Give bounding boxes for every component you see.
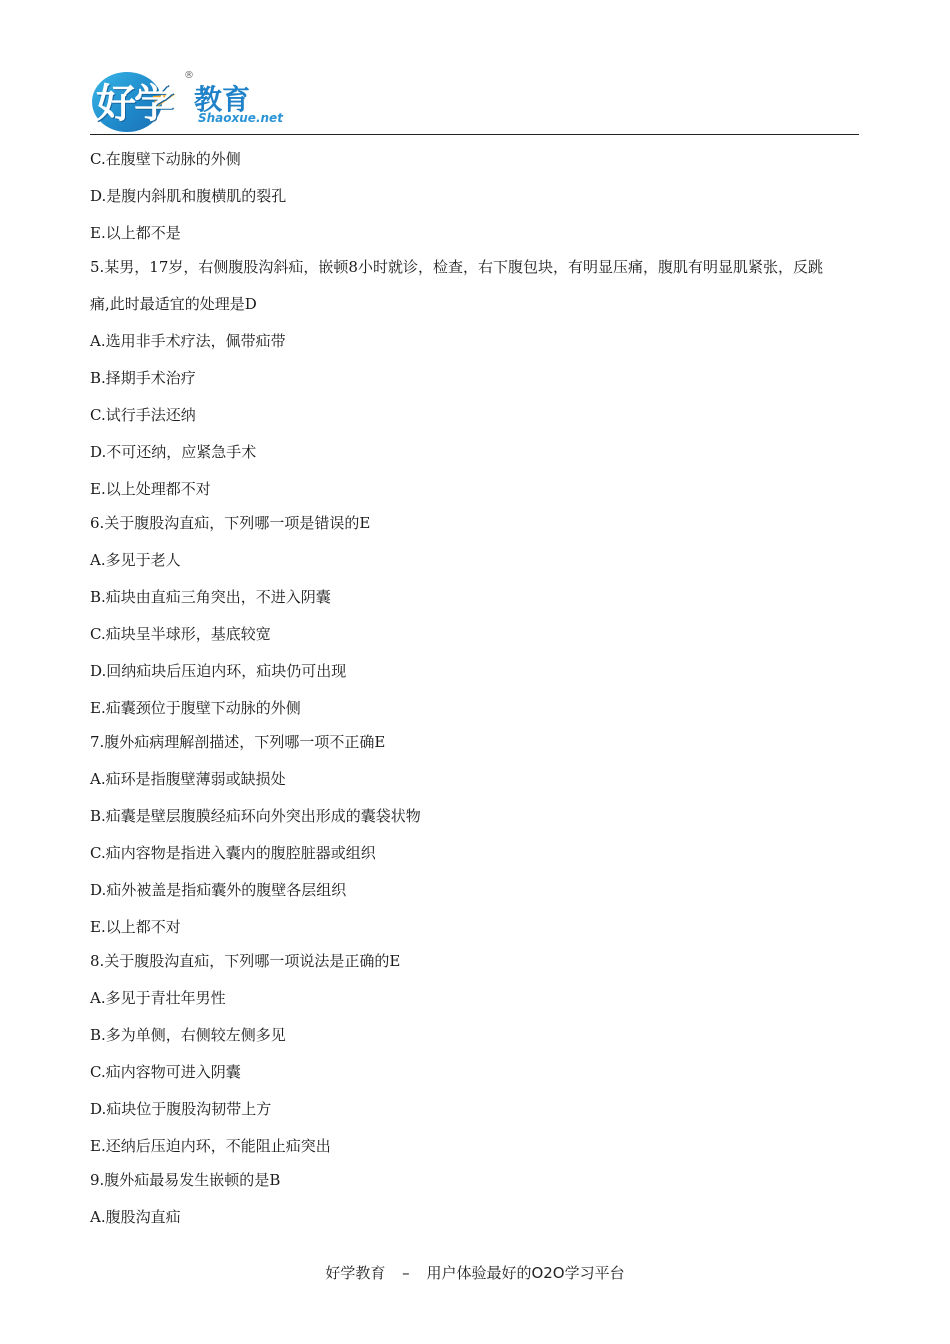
- text-line: A.多见于青壮年男性: [90, 989, 226, 1007]
- logo-site-text: Shaoxue.net: [198, 111, 283, 125]
- text-line: A.腹股沟直疝: [90, 1208, 181, 1226]
- text-line: 6.关于腹股沟直疝，下列哪一项是错误的E: [90, 514, 371, 532]
- text-line: C.试行手法还纳: [90, 406, 196, 424]
- text-line: 9.腹外疝最易发生嵌顿的是B: [90, 1171, 281, 1189]
- text-line: D.是腹内斜肌和腹横肌的裂孔: [90, 187, 287, 205]
- document-body: [90, 148, 860, 1229]
- text-line: D.回纳疝块后压迫内环，疝块仍可出现: [90, 662, 347, 680]
- text-line: D.不可还纳，应紧急手术: [90, 443, 257, 461]
- text-line: 痛,此时最适宜的处理是D: [90, 295, 257, 313]
- text-line: A.疝环是指腹壁薄弱或缺损处: [90, 770, 286, 788]
- text-line: E.疝囊颈位于腹壁下动脉的外侧: [90, 699, 301, 717]
- text-line: 7.腹外疝病理解剖描述，下列哪一项不正确E: [90, 733, 386, 751]
- footer-slogan: 用户体验最好的O2O学习平台: [426, 1264, 625, 1282]
- text-line: 8.关于腹股沟直疝，下列哪一项说法是正确的E: [90, 952, 401, 970]
- page-footer: [0, 1262, 950, 1283]
- text-line: D.疝外被盖是指疝囊外的腹壁各层组织: [90, 881, 347, 899]
- logo-text: 好学: [96, 81, 172, 127]
- text-line: B.疝块由直疝三角突出，不进入阴囊: [90, 588, 331, 606]
- text-line: E.以上都不对: [90, 918, 181, 936]
- text-line: B.择期手术治疗: [90, 369, 196, 387]
- text-line: C.疝内容物可进入阴囊: [90, 1063, 241, 1081]
- logo-registered-mark: ®: [184, 70, 194, 81]
- text-line: B.多为单侧，右侧较左侧多见: [90, 1026, 286, 1044]
- header-divider: [90, 134, 859, 135]
- footer-separator: –: [402, 1264, 410, 1282]
- text-line: C.疝块呈半球形，基底较宽: [90, 625, 271, 643]
- text-line: E.还纳后压迫内环，不能阻止疝突出: [90, 1137, 331, 1155]
- footer-brand: 好学教育: [325, 1264, 386, 1282]
- text-line: E.以上都不是: [90, 224, 181, 242]
- text-line: C.在腹壁下动脉的外侧: [90, 150, 241, 168]
- text-line: E.以上处理都不对: [90, 480, 211, 498]
- logo: [92, 70, 283, 134]
- text-line: D.疝块位于腹股沟韧带上方: [90, 1100, 272, 1118]
- text-line: C.疝内容物是指进入囊内的腹腔脏器或组织: [90, 844, 376, 862]
- logo-edu-text: 教育: [194, 83, 251, 116]
- text-line: 5.某男，17岁，右侧腹股沟斜疝，嵌顿8小时就诊，检查，右下腹包块，有明显压痛，腹肌有明显肌紧张，反跳: [90, 258, 823, 276]
- text-line: B.疝囊是壁层腹膜经疝环向外突出形成的囊袋状物: [90, 807, 421, 825]
- text-line: A.多见于老人: [90, 551, 181, 569]
- text-line: A.选用非手术疗法，佩带疝带: [90, 332, 286, 350]
